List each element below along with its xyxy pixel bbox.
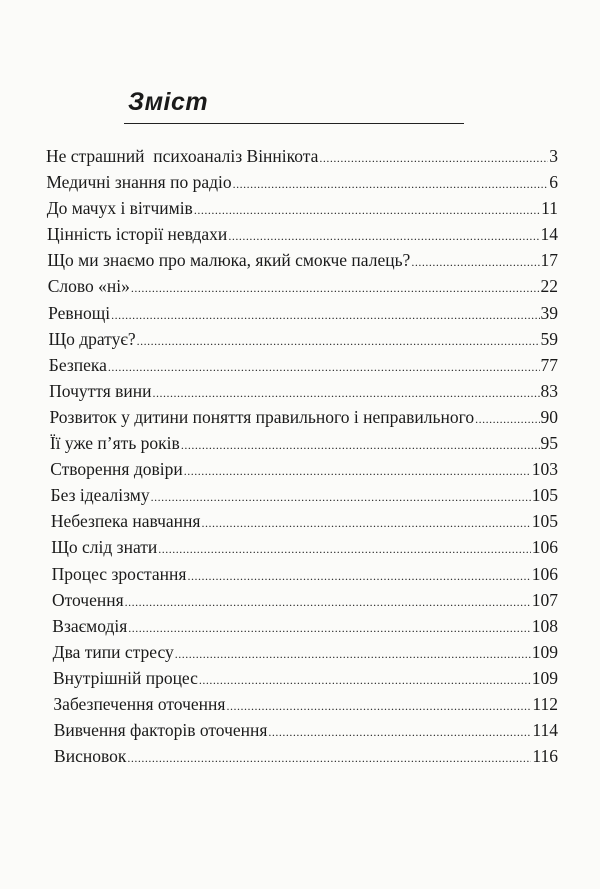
toc-entry-title: Що дратує? — [48, 328, 136, 349]
toc-entry-page: 105 — [531, 511, 558, 532]
toc-entry-title: Процес зростання — [51, 563, 187, 584]
toc-entry-page: 107 — [531, 589, 558, 610]
toc-entry — [47, 250, 558, 276]
toc-entry — [53, 694, 558, 720]
toc-entry-page: 95 — [540, 433, 558, 454]
toc-entry — [53, 668, 558, 694]
toc-entry-title: Що ми знаємо про малюка, який смокче палець? — [47, 250, 411, 271]
toc-entry-page: 106 — [531, 563, 558, 584]
toc-entry — [54, 720, 558, 746]
toc-entry — [52, 564, 558, 590]
dot-leader — [199, 673, 531, 688]
dot-leader — [131, 281, 540, 296]
toc-entry — [48, 329, 558, 355]
dot-leader — [187, 569, 530, 584]
toc-entry — [48, 303, 558, 329]
toc-entry — [46, 172, 558, 198]
toc-entry-title: Взаємодія — [52, 615, 128, 636]
toc-entry-title: Що слід знати — [51, 537, 158, 558]
toc-entry-title: Почуття вини — [49, 380, 152, 401]
dot-leader — [158, 542, 530, 557]
table-of-contents — [46, 146, 558, 772]
toc-entry-page: 39 — [540, 302, 558, 323]
toc-entry-page: 112 — [532, 693, 558, 714]
toc-entry-page: 108 — [531, 615, 558, 636]
toc-entry-title: До мачух і вітчимів — [46, 198, 193, 219]
dot-leader — [194, 203, 540, 218]
toc-title: Зміст — [128, 88, 209, 116]
toc-entry — [50, 407, 559, 433]
dot-leader — [475, 412, 539, 427]
toc-entry-page: 114 — [532, 720, 558, 741]
dot-leader — [127, 751, 531, 766]
toc-entry-title: Розвиток у дитини поняття правильного і неправильного — [49, 406, 475, 427]
toc-entry-title: Оточення — [51, 589, 124, 610]
toc-entry-page: 59 — [540, 328, 558, 349]
toc-entry — [47, 198, 558, 224]
toc-entry-page: 3 — [549, 146, 558, 166]
toc-entry — [51, 485, 558, 511]
toc-entry-page: 90 — [540, 406, 558, 427]
toc-entry-page: 105 — [531, 485, 558, 506]
toc-entry-title: Безпека — [48, 354, 107, 375]
toc-entry-page: 109 — [531, 667, 558, 688]
toc-entry-page: 103 — [531, 459, 558, 480]
toc-entry-title: Без ідеалізму — [50, 485, 150, 506]
toc-entry-page: 116 — [532, 746, 558, 767]
toc-entry — [47, 224, 558, 250]
dot-leader — [128, 621, 530, 636]
toc-entry-page: 22 — [540, 276, 558, 297]
toc-entry-title: Ревнощі — [48, 302, 111, 323]
toc-entry-page: 77 — [540, 354, 558, 375]
toc-entry — [50, 433, 558, 459]
toc-entry-title: Не страшний психоаналіз Віннікота — [46, 146, 319, 166]
toc-entry-title: Небезпека навчання — [50, 511, 201, 532]
dot-leader — [181, 438, 540, 453]
toc-entry-page: 11 — [541, 198, 558, 219]
toc-entry — [46, 146, 558, 172]
dot-leader — [111, 308, 539, 323]
dot-leader — [233, 177, 549, 192]
dot-leader — [319, 151, 548, 166]
toc-entry — [51, 537, 558, 563]
dot-leader — [226, 699, 531, 714]
dot-leader — [184, 464, 531, 479]
toc-entry-title: Два типи стресу — [52, 641, 174, 662]
toc-entry-title: Створення довіри — [50, 459, 183, 480]
toc-entry-title: Висновок — [54, 746, 127, 767]
dot-leader — [268, 725, 531, 740]
toc-entry-title: Слово «ні» — [47, 276, 130, 297]
toc-entry-page: 6 — [549, 172, 558, 193]
toc-entry — [49, 355, 558, 381]
toc-entry-title: Вивчення факторів оточення — [53, 720, 268, 741]
title-underline — [124, 123, 464, 124]
dot-leader — [108, 360, 540, 375]
dot-leader — [151, 490, 531, 505]
toc-entry — [49, 381, 558, 407]
dot-leader — [152, 386, 539, 401]
toc-entry — [52, 616, 558, 642]
dot-leader — [201, 516, 530, 531]
dot-leader — [175, 647, 531, 662]
dot-leader — [411, 255, 539, 270]
toc-entry — [54, 746, 558, 772]
toc-entry-page: 106 — [531, 537, 558, 558]
toc-entry-title: Медичні знання по радіо — [46, 172, 232, 193]
toc-entry-title: Внутрішній процес — [53, 667, 198, 688]
dot-leader — [137, 334, 540, 349]
toc-entry — [48, 276, 558, 302]
toc-entry-title: Її уже п’ять років — [49, 433, 180, 454]
toc-entry — [50, 459, 558, 485]
toc-entry — [52, 590, 558, 616]
toc-entry-page: 17 — [540, 250, 558, 271]
toc-entry-title: Забезпечення оточення — [53, 693, 226, 714]
toc-entry-page: 109 — [531, 641, 558, 662]
toc-entry — [51, 511, 558, 537]
dot-leader — [228, 229, 539, 244]
toc-entry-page: 14 — [540, 224, 558, 245]
dot-leader — [125, 595, 531, 610]
toc-entry-page: 83 — [540, 380, 558, 401]
toc-entry-title: Цінність історії невдахи — [47, 224, 228, 245]
toc-entry — [53, 642, 558, 668]
